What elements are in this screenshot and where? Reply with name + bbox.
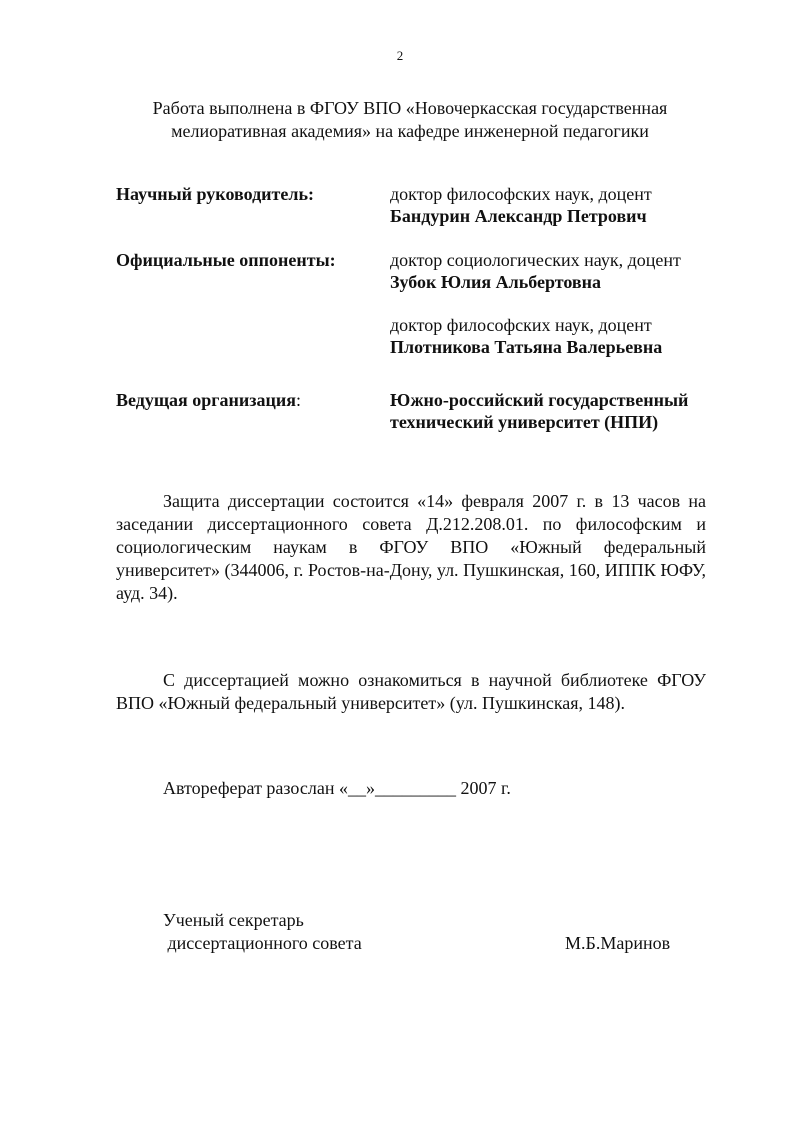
opponent-1 — [390, 249, 681, 293]
leading-org-label-colon: : — [295, 390, 301, 410]
leading-org-line-2: технический университет (НПИ) — [390, 412, 659, 432]
opponent-1-name: Зубок Юлия Альбертовна — [390, 272, 602, 292]
header-line-1: Работа выполнена в ФГОУ ВПО «Новочеркасская государственная — [152, 98, 668, 118]
opponent-2-title: доктор философских наук, доцент — [390, 315, 652, 335]
leading-org-block — [390, 389, 688, 433]
secretary-name: М.Б.Маринов — [565, 933, 671, 953]
leading-org-line-1: Южно-российский государственный — [390, 390, 689, 410]
leading-org-label — [116, 389, 301, 411]
defense-paragraph: Защита диссертации состоится «14» февраля 2007 г. в 13 часов на заседании диссертационного совета Д.212.208.01. по философским и социологическим наукам в ФГОУ ВПО «Южный федеральный университет» (344006, г. Ростов-на-Дону, ул. Пушкинская, 160, ИППК ЮФУ, ауд. 34). — [116, 491, 706, 603]
supervisor-title: доктор философских наук, доцент — [390, 184, 652, 204]
opponent-2-name: Плотникова Татьяна Валерьевна — [390, 337, 663, 357]
page-number: 2 — [396, 48, 404, 63]
secretary-line-2: диссертационного совета — [163, 933, 362, 953]
secretary-line-1: Ученый секретарь — [163, 910, 304, 930]
library-paragraph: С диссертацией можно ознакомиться в научной библиотеке ФГОУ ВПО «Южный федеральный университет» (ул. Пушкинская, 148). — [116, 670, 706, 713]
opponent-2 — [390, 314, 662, 358]
leading-org-label-text: Ведущая организация — [116, 390, 296, 410]
mailing-date-line: Автореферат разослан «__»_________ 2007 г. — [163, 778, 511, 798]
opponents-label: Официальные оппоненты: — [116, 250, 336, 270]
secretary-block — [163, 909, 362, 955]
institution-header — [100, 97, 720, 143]
supervisor-name: Бандурин Александр Петрович — [390, 206, 647, 226]
supervisor-block — [390, 183, 652, 227]
supervisor-label: Научный руководитель: — [116, 184, 314, 204]
header-line-2: мелиоративная академия» на кафедре инженерной педагогики — [171, 121, 649, 141]
opponent-1-title: доктор социологических наук, доцент — [390, 250, 681, 270]
